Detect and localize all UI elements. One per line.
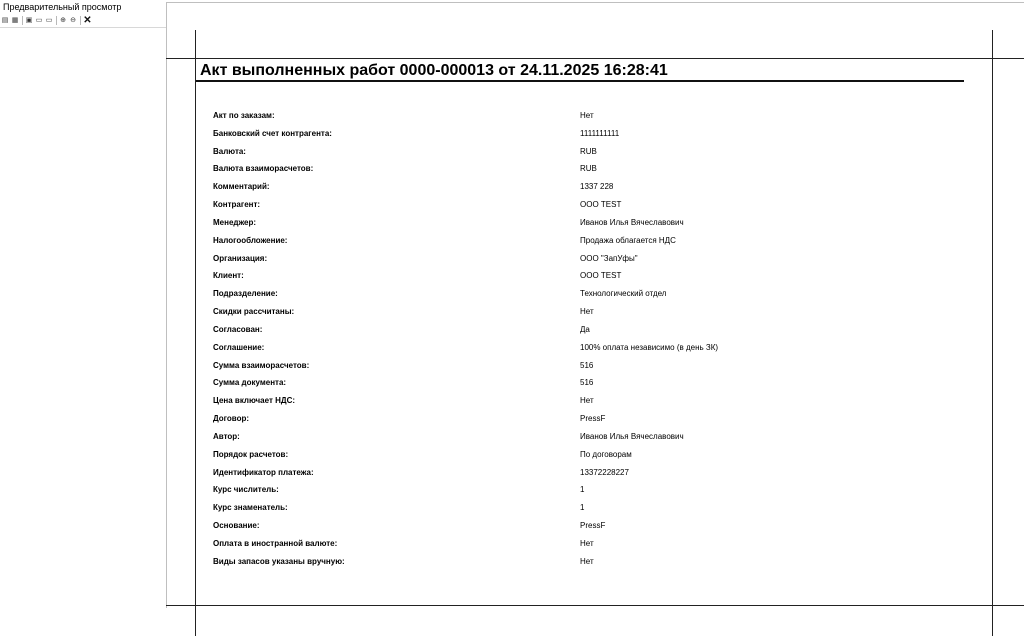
field-label: Курс числитель: <box>213 485 279 495</box>
field-label: Сумма документа: <box>213 378 287 388</box>
document-fields <box>213 111 813 575</box>
field-row <box>213 468 813 486</box>
field-value: 13372228227 <box>580 467 629 477</box>
field-value: 100% оплата независимо (в день ЗК) <box>580 342 719 352</box>
close-icon[interactable]: ✕ <box>83 14 92 26</box>
field-label: Сумма взаиморасчетов: <box>213 360 310 370</box>
field-row <box>213 450 813 468</box>
field-row <box>213 485 813 503</box>
field-value: По договорам <box>580 449 632 459</box>
field-row <box>213 539 813 557</box>
toolbar-separator <box>80 16 81 25</box>
document-title: Акт выполненных работ 0000-000013 от 24.11.2025 16:28:41 <box>200 62 668 79</box>
field-row <box>213 432 813 450</box>
field-label: Менеджер: <box>213 217 257 227</box>
field-value: RUB <box>580 164 597 174</box>
field-value: PressF <box>580 414 606 424</box>
field-label: Порядок расчетов: <box>213 449 289 459</box>
zoom-out-icon[interactable]: ⊖ <box>70 16 76 24</box>
margin-line-bottom <box>166 605 1024 606</box>
field-value: 516 <box>580 360 594 370</box>
field-label: Согласован: <box>213 324 263 334</box>
field-value: ООО TEST <box>580 271 622 281</box>
field-row <box>213 147 813 165</box>
field-label: Виды запасов указаны вручную: <box>213 556 345 566</box>
field-row <box>213 414 813 432</box>
field-value: Продажа облагается НДС <box>580 235 676 245</box>
field-label: Курс знаменатель: <box>213 503 288 513</box>
field-label: Цена включает НДС: <box>213 396 296 406</box>
margin-line-top <box>166 58 1024 59</box>
field-row <box>213 254 813 272</box>
field-value: 1337 228 <box>580 182 614 192</box>
field-label: Валюта взаиморасчетов: <box>213 164 314 174</box>
field-value: Нет <box>580 396 594 406</box>
field-label: Клиент: <box>213 271 244 281</box>
field-row <box>213 111 813 129</box>
field-value: 516 <box>580 378 594 388</box>
field-value: Нет <box>580 538 594 548</box>
field-row <box>213 164 813 182</box>
field-row <box>213 361 813 379</box>
field-row <box>213 129 813 147</box>
field-row <box>213 378 813 396</box>
field-value: 1111111111 <box>580 128 620 138</box>
field-row <box>213 307 813 325</box>
margin-line-left <box>195 30 196 636</box>
two-pages-icon[interactable]: ▭ <box>45 16 53 24</box>
field-label: Оплата в иностранной валюте: <box>213 538 338 548</box>
field-value: 1 <box>580 485 585 495</box>
field-label: Основание: <box>213 521 260 531</box>
field-value: RUB <box>580 146 597 156</box>
window-title: Предварительный просмотр <box>3 2 122 12</box>
margin-line-right <box>992 30 993 636</box>
field-value: ООО TEST <box>580 200 622 210</box>
field-value: Технологический отдел <box>580 289 667 299</box>
field-row <box>213 521 813 539</box>
field-label: Контрагент: <box>213 200 261 210</box>
field-row <box>213 557 813 575</box>
page-setup-icon[interactable]: ▣ <box>25 16 33 24</box>
field-row <box>213 182 813 200</box>
field-row <box>213 396 813 414</box>
field-row <box>213 343 813 361</box>
field-label: Банковский счет контрагента: <box>213 128 332 138</box>
field-row <box>213 236 813 254</box>
field-row <box>213 289 813 307</box>
field-label: Скидки рассчитаны: <box>213 307 295 317</box>
toolbar-separator <box>22 16 23 25</box>
field-row <box>213 503 813 521</box>
field-value: Нет <box>580 307 594 317</box>
field-label: Идентификатор платежа: <box>213 467 314 477</box>
field-label: Валюта: <box>213 146 246 156</box>
toolbar-separator <box>56 16 57 25</box>
field-row <box>213 271 813 289</box>
field-row <box>213 200 813 218</box>
field-value: Иванов Илья Вячеславович <box>580 217 684 227</box>
field-label: Соглашение: <box>213 342 265 352</box>
field-label: Акт по заказам: <box>213 111 275 120</box>
zoom-in-icon[interactable]: ⊕ <box>60 16 66 24</box>
one-page-icon[interactable]: ▭ <box>35 16 43 24</box>
field-value: PressF <box>580 521 606 531</box>
print-setup-icon[interactable]: ▦ <box>11 16 19 24</box>
field-label: Автор: <box>213 431 240 441</box>
print-icon[interactable]: ▤ <box>1 16 9 24</box>
field-value: Нет <box>580 111 594 120</box>
field-value: Иванов Илья Вячеславович <box>580 431 684 441</box>
field-row <box>213 325 813 343</box>
field-value: Нет <box>580 556 594 566</box>
field-label: Комментарий: <box>213 182 270 192</box>
field-label: Договор: <box>213 414 250 424</box>
field-value: ООО "ЗапУфы" <box>580 253 638 263</box>
field-label: Организация: <box>213 253 268 263</box>
field-label: Подразделение: <box>213 289 278 299</box>
field-label: Налогообложение: <box>213 235 288 245</box>
title-underline <box>196 80 964 82</box>
field-value: Да <box>580 324 590 334</box>
field-row <box>213 218 813 236</box>
field-value: 1 <box>580 503 585 513</box>
